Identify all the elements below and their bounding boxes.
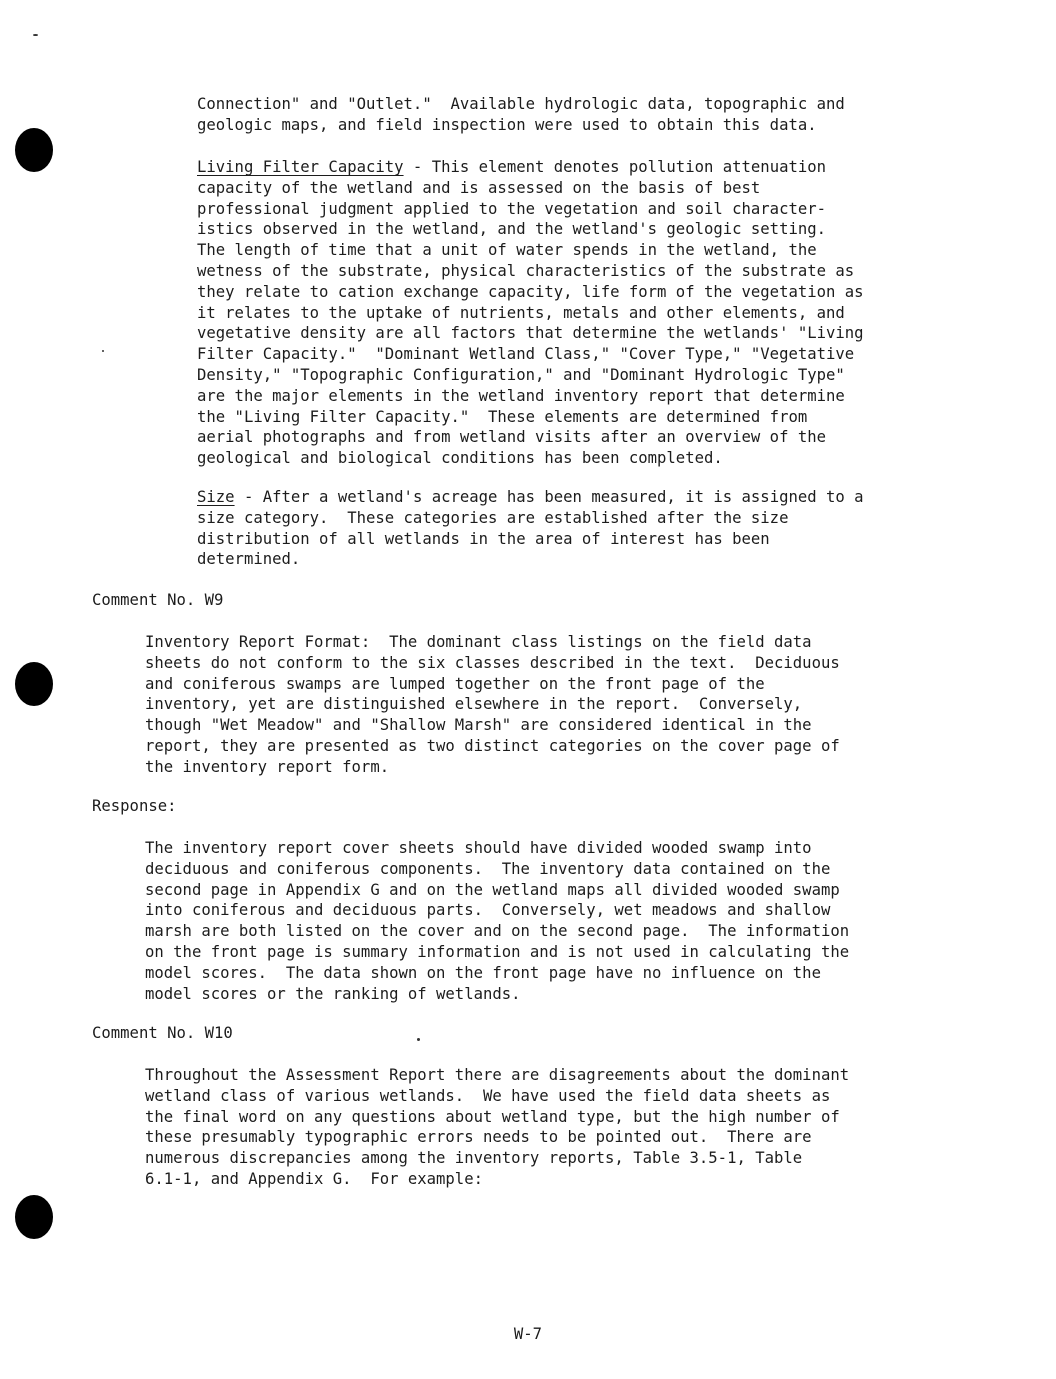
text-line: they relate to cation exchange capacity, life form of the vegetation as	[197, 282, 864, 301]
text-line: - This element denotes pollution attenuation	[403, 158, 827, 176]
text-line: determined.	[197, 550, 301, 569]
comment-heading-w9: Comment No. W9	[92, 591, 224, 609]
text-line: geologic maps, and field inspection were used to obtain this data.	[197, 115, 817, 134]
text-line: sheets do not conform to the six classes described in the text. Deciduous	[145, 653, 840, 672]
text-line: Connection" and "Outlet." Available hydrologic data, topographic and	[197, 95, 845, 113]
text-line: numerous discrepancies among the inventory reports, Table 3.5-1, Table	[145, 1149, 803, 1168]
response-body	[145, 838, 849, 1004]
binder-hole-top	[15, 128, 53, 172]
text-line: it relates to the uptake of nutrients, metals and other elements, and	[197, 303, 845, 322]
paragraph-size	[197, 487, 864, 570]
text-line: on the front page is summary information and is not used in calculating the	[145, 942, 850, 961]
text-line: geological and biological conditions has been completed.	[197, 449, 723, 468]
text-line: Inventory Report Format: The dominant class listings on the field data	[145, 633, 812, 651]
response-heading: Response:	[92, 797, 177, 815]
comment-heading-w10: Comment No. W10	[92, 1024, 233, 1042]
scan-speck	[417, 1038, 420, 1041]
scan-speck	[102, 350, 104, 352]
text-line: wetland class of various wetlands. We have used the field data sheets as	[145, 1086, 831, 1105]
text-line: model scores or the ranking of wetlands.	[145, 984, 521, 1003]
text-line: the final word on any questions about wetland type, but the high number of	[145, 1107, 840, 1126]
text-line: Filter Capacity." "Dominant Wetland Class," "Cover Type," "Vegetative	[197, 345, 855, 364]
text-line: into coniferous and deciduous parts. Conversely, wet meadows and shallow	[145, 901, 831, 920]
text-line: 6.1-1, and Appendix G. For example:	[145, 1169, 483, 1188]
text-line: report, they are presented as two distinct categories on the cover page of	[145, 736, 840, 755]
text-line: distribution of all wetlands in the area of interest has been	[197, 529, 770, 548]
page-number: W-7	[513, 1325, 543, 1343]
text-line: though "Wet Meadow" and "Shallow Marsh" are considered identical in the	[145, 716, 812, 735]
comment-body-w10	[145, 1065, 849, 1190]
text-line: The length of time that a unit of water spends in the wetland, the	[197, 241, 817, 260]
text-line: professional judgment applied to the vegetation and soil character-	[197, 199, 827, 218]
text-line: are the major elements in the wetland inventory report that determine	[197, 386, 845, 405]
text-line: The inventory report cover sheets should have divided wooded swamp into	[145, 839, 812, 857]
text-line: capacity of the wetland and is assessed on the basis of best	[197, 178, 761, 197]
text-line: - After a wetland's acreage has been measured, it is assigned to a	[234, 488, 864, 506]
text-line: inventory, yet are distinguished elsewhere in the report. Conversely,	[145, 695, 803, 714]
paragraph-living-filter-capacity	[197, 157, 864, 469]
text-line: model scores. The data shown on the front page have no influence on the	[145, 963, 821, 982]
text-line: the inventory report form.	[145, 757, 390, 776]
paragraph-connection	[197, 94, 845, 136]
scan-speck	[33, 34, 38, 36]
text-line: second page in Appendix G and on the wetland maps all divided wooded swamp	[145, 880, 840, 899]
text-line: the "Living Filter Capacity." These elements are determined from	[197, 407, 808, 426]
text-line: vegetative density are all factors that determine the wetlands' "Living	[197, 324, 864, 343]
term-size: Size	[197, 488, 235, 506]
binder-hole-middle	[15, 662, 53, 706]
binder-hole-bottom	[15, 1195, 53, 1239]
text-line: istics observed in the wetland, and the wetland's geologic setting.	[197, 220, 827, 239]
text-line: these presumably typographic errors needs to be pointed out. There are	[145, 1128, 812, 1147]
text-line: deciduous and coniferous components. The inventory data contained on the	[145, 859, 831, 878]
text-line: aerial photographs and from wetland visits after an overview of the	[197, 428, 827, 447]
comment-body-w9	[145, 632, 840, 778]
text-line: and coniferous swamps are lumped together on the front page of the	[145, 674, 765, 693]
text-line: marsh are both listed on the cover and on the second page. The information	[145, 922, 850, 941]
text-line: size category. These categories are established after the size	[197, 508, 789, 527]
text-line: Throughout the Assessment Report there are disagreements about the dominant	[145, 1066, 850, 1084]
text-line: wetness of the substrate, physical characteristics of the substrate as	[197, 261, 855, 280]
term-living-filter-capacity: Living Filter Capacity	[197, 158, 404, 176]
text-line: Density," "Topographic Configuration," and "Dominant Hydrologic Type"	[197, 365, 845, 384]
